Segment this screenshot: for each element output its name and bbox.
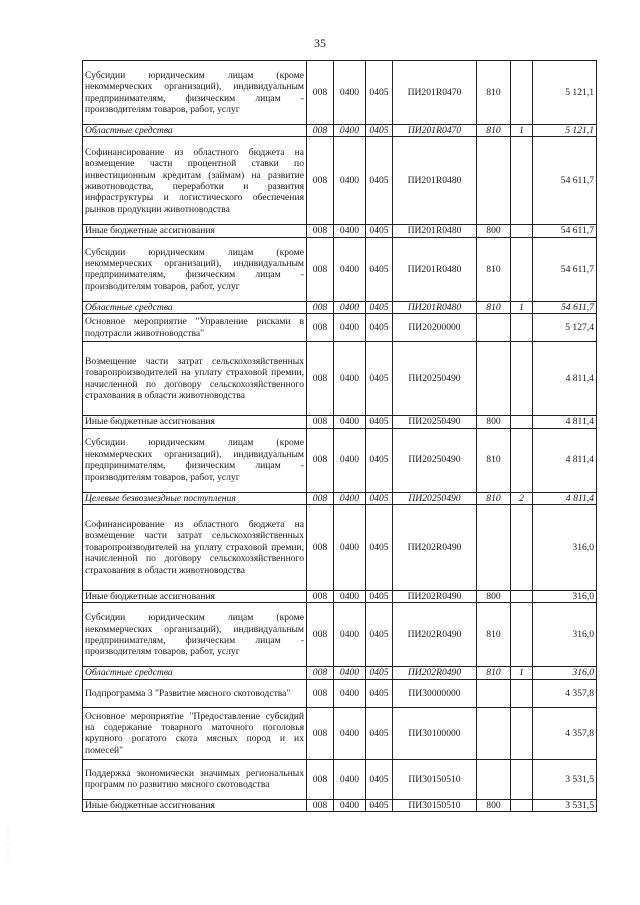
cell-subsection-code: 0405 <box>366 591 393 603</box>
table-row <box>83 679 597 707</box>
cell-expense-type: 800 <box>477 591 511 603</box>
table-row <box>83 667 597 679</box>
cell-target-article: ПИ201R0470 <box>393 125 477 137</box>
cell-funding-source <box>511 759 533 799</box>
cell-target-article: ПИ20250490 <box>393 492 477 504</box>
table-row <box>83 799 597 811</box>
cell-target-article: ПИ20200000 <box>393 314 477 342</box>
cell-funding-source <box>511 225 533 237</box>
cell-funding-source <box>511 428 533 492</box>
cell-section-code: 0400 <box>334 603 366 667</box>
cell-subsection-code: 0405 <box>366 125 393 137</box>
cell-target-article: ПИ201R0480 <box>393 137 477 225</box>
cell-expense-type: 810 <box>477 492 511 504</box>
cell-subsection-code: 0405 <box>366 61 393 125</box>
cell-amount: 54 611,7 <box>533 225 597 237</box>
cell-amount: 4 811,4 <box>533 428 597 492</box>
cell-section-code: 0400 <box>334 759 366 799</box>
cell-name: Иные бюджетные ассигнования <box>83 591 307 603</box>
cell-target-article: ПИ201R0480 <box>393 237 477 301</box>
cell-funding-source <box>511 679 533 707</box>
cell-amount: 54 611,7 <box>533 137 597 225</box>
cell-target-article: ПИ202R0490 <box>393 667 477 679</box>
cell-section-code: 0400 <box>334 679 366 707</box>
cell-amount: 316,0 <box>533 591 597 603</box>
cell-expense-type <box>477 679 511 707</box>
cell-section-code: 0400 <box>334 125 366 137</box>
cell-subsection-code: 0405 <box>366 603 393 667</box>
table-row <box>83 137 597 225</box>
cell-section-code: 0400 <box>334 505 366 591</box>
table-row <box>83 603 597 667</box>
cell-amount: 316,0 <box>533 667 597 679</box>
table-row <box>83 301 597 313</box>
cell-target-article: ПИ20250490 <box>393 428 477 492</box>
cell-ministry-code: 008 <box>307 603 334 667</box>
cell-subsection-code: 0405 <box>366 301 393 313</box>
cell-subsection-code: 0405 <box>366 416 393 428</box>
table-row <box>83 428 597 492</box>
cell-ministry-code: 008 <box>307 137 334 225</box>
cell-funding-source <box>511 416 533 428</box>
cell-funding-source: 1 <box>511 125 533 137</box>
cell-expense-type: 800 <box>477 799 511 811</box>
cell-subsection-code: 0405 <box>366 237 393 301</box>
cell-expense-type <box>477 314 511 342</box>
cell-ministry-code: 008 <box>307 492 334 504</box>
cell-amount: 316,0 <box>533 603 597 667</box>
cell-target-article: ПИ202R0490 <box>393 505 477 591</box>
cell-ministry-code: 008 <box>307 225 334 237</box>
cell-amount: 54 611,7 <box>533 301 597 313</box>
cell-target-article: ПИ201R0480 <box>393 301 477 313</box>
cell-ministry-code: 008 <box>307 342 334 416</box>
cell-expense-type: 810 <box>477 428 511 492</box>
cell-name: Субсидии юридическим лицам (кроме некоммерческих организаций), индивидуальным предпринимателям, физическим лицам - производителям товаров, работ, услуг <box>83 237 307 301</box>
cell-subsection-code: 0405 <box>366 314 393 342</box>
cell-ministry-code: 008 <box>307 799 334 811</box>
cell-subsection-code: 0405 <box>366 759 393 799</box>
cell-subsection-code: 0405 <box>366 137 393 225</box>
cell-funding-source <box>511 505 533 591</box>
cell-ministry-code: 008 <box>307 679 334 707</box>
cell-target-article: ПИ30150510 <box>393 759 477 799</box>
cell-funding-source: 1 <box>511 667 533 679</box>
cell-section-code: 0400 <box>334 342 366 416</box>
cell-name: Областные средства <box>83 125 307 137</box>
cell-amount: 54 611,7 <box>533 237 597 301</box>
cell-ministry-code: 008 <box>307 125 334 137</box>
cell-section-code: 0400 <box>334 61 366 125</box>
table-row <box>83 314 597 342</box>
table-row <box>83 505 597 591</box>
cell-funding-source <box>511 342 533 416</box>
cell-section-code: 0400 <box>334 707 366 759</box>
page-number: 35 <box>314 36 326 50</box>
cell-subsection-code: 0405 <box>366 342 393 416</box>
cell-expense-type: 810 <box>477 301 511 313</box>
cell-name: Софинансирование из областного бюджета на возмещение части затрат сельскохозяйственных товаропроизводителей на уплату страховой премии, начисленной по договору сельскохозяйственного страхования в области животноводства <box>83 505 307 591</box>
cell-name: Поддержка экономически значимых региональных программ по развитию мясного скотоводства <box>83 759 307 799</box>
cell-name: Основное мероприятие "Управление рисками в подотрасли животноводства" <box>83 314 307 342</box>
cell-amount: 5 121,1 <box>533 61 597 125</box>
cell-amount: 5 127,4 <box>533 314 597 342</box>
cell-subsection-code: 0405 <box>366 225 393 237</box>
table-row <box>83 61 597 125</box>
cell-name: Целевые безвозмездные поступления <box>83 492 307 504</box>
cell-ministry-code: 008 <box>307 505 334 591</box>
cell-funding-source <box>511 61 533 125</box>
cell-target-article: ПИ201R0470 <box>393 61 477 125</box>
cell-section-code: 0400 <box>334 492 366 504</box>
cell-target-article: ПИ30150510 <box>393 799 477 811</box>
cell-amount: 3 531,5 <box>533 759 597 799</box>
cell-section-code: 0400 <box>334 591 366 603</box>
cell-expense-type: 810 <box>477 237 511 301</box>
cell-ministry-code: 008 <box>307 61 334 125</box>
cell-target-article: ПИ202R0490 <box>393 603 477 667</box>
table-row <box>83 225 597 237</box>
cell-name: Субсидии юридическим лицам (кроме некоммерческих организаций), индивидуальным предпринимателям, физическим лицам - производителям товаров, работ, услуг <box>83 603 307 667</box>
table-row <box>83 125 597 137</box>
cell-expense-type <box>477 707 511 759</box>
cell-expense-type <box>477 342 511 416</box>
cell-target-article: ПИ201R0480 <box>393 225 477 237</box>
cell-funding-source <box>511 314 533 342</box>
table-row <box>83 759 597 799</box>
cell-name: Областные средства <box>83 667 307 679</box>
cell-section-code: 0400 <box>334 799 366 811</box>
table-body <box>83 61 597 812</box>
table-row <box>83 492 597 504</box>
cell-ministry-code: 008 <box>307 237 334 301</box>
cell-funding-source <box>511 707 533 759</box>
cell-target-article: ПИ30100000 <box>393 707 477 759</box>
cell-amount: 3 531,5 <box>533 799 597 811</box>
table-row <box>83 591 597 603</box>
cell-expense-type <box>477 137 511 225</box>
cell-amount: 5 121,1 <box>533 125 597 137</box>
cell-ministry-code: 008 <box>307 301 334 313</box>
table-row <box>83 707 597 759</box>
cell-funding-source <box>511 237 533 301</box>
cell-target-article: ПИ202R0490 <box>393 591 477 603</box>
cell-section-code: 0400 <box>334 225 366 237</box>
cell-ministry-code: 008 <box>307 314 334 342</box>
cell-section-code: 0400 <box>334 237 366 301</box>
cell-name: Субсидии юридическим лицам (кроме некоммерческих организаций), индивидуальным предпринимателям, физическим лицам - производителям товаров, работ, услуг <box>83 61 307 125</box>
cell-name: Иные бюджетные ассигнования <box>83 416 307 428</box>
cell-name: Субсидии юридическим лицам (кроме некоммерческих организаций), индивидуальным предпринимателям, физическим лицам - производителям товаров, работ, услуг <box>83 428 307 492</box>
cell-subsection-code: 0405 <box>366 667 393 679</box>
cell-expense-type: 800 <box>477 225 511 237</box>
cell-ministry-code: 008 <box>307 428 334 492</box>
table-row <box>83 237 597 301</box>
cell-section-code: 0400 <box>334 428 366 492</box>
cell-name: Возмещение части затрат сельскохозяйственных товаропроизводителей на уплату страховой премии, начисленной по договору сельскохозяйственного страхования в области животноводства <box>83 342 307 416</box>
cell-target-article: ПИ30000000 <box>393 679 477 707</box>
cell-subsection-code: 0405 <box>366 428 393 492</box>
cell-name: Софинансирование из областного бюджета на возмещение части процентной ставки по инвестиционным кредитам (займам) на развитие животноводства, переработки и развития инфраструктуры и логистического обеспечения рынков продукции животноводства <box>83 137 307 225</box>
cell-amount: 4 357,8 <box>533 679 597 707</box>
cell-funding-source <box>511 799 533 811</box>
table-row <box>83 416 597 428</box>
cell-subsection-code: 0405 <box>366 707 393 759</box>
cell-section-code: 0400 <box>334 301 366 313</box>
cell-name: Иные бюджетные ассигнования <box>83 799 307 811</box>
cell-section-code: 0400 <box>334 416 366 428</box>
cell-amount: 4 811,4 <box>533 342 597 416</box>
cell-expense-type: 810 <box>477 603 511 667</box>
cell-subsection-code: 0405 <box>366 799 393 811</box>
cell-funding-source <box>511 603 533 667</box>
cell-ministry-code: 008 <box>307 667 334 679</box>
cell-section-code: 0400 <box>334 137 366 225</box>
cell-ministry-code: 008 <box>307 759 334 799</box>
cell-funding-source <box>511 137 533 225</box>
margin-dots: · · · · · <box>7 828 9 862</box>
cell-target-article: ПИ20250490 <box>393 342 477 416</box>
cell-subsection-code: 0405 <box>366 679 393 707</box>
cell-expense-type: 800 <box>477 416 511 428</box>
cell-name: Подпрограмма 3 "Развитие мясного скотоводства" <box>83 679 307 707</box>
cell-funding-source: 1 <box>511 301 533 313</box>
cell-amount: 4 357,8 <box>533 707 597 759</box>
cell-expense-type <box>477 759 511 799</box>
cell-name: Иные бюджетные ассигнования <box>83 225 307 237</box>
cell-ministry-code: 008 <box>307 416 334 428</box>
budget-table <box>82 60 597 812</box>
cell-section-code: 0400 <box>334 667 366 679</box>
cell-subsection-code: 0405 <box>366 492 393 504</box>
cell-expense-type: 810 <box>477 125 511 137</box>
cell-funding-source <box>511 591 533 603</box>
cell-funding-source: 2 <box>511 492 533 504</box>
table-row <box>83 342 597 416</box>
cell-ministry-code: 008 <box>307 591 334 603</box>
cell-target-article: ПИ20250490 <box>393 416 477 428</box>
cell-amount: 4 811,4 <box>533 416 597 428</box>
cell-amount: 4 811,4 <box>533 492 597 504</box>
cell-section-code: 0400 <box>334 314 366 342</box>
cell-ministry-code: 008 <box>307 707 334 759</box>
cell-name: Основное мероприятие "Предоставление субсидий на содержание товарного маточного поголовья крупного рогатого скота мясных пород и их помесей" <box>83 707 307 759</box>
cell-expense-type <box>477 505 511 591</box>
cell-name: Областные средства <box>83 301 307 313</box>
cell-expense-type: 810 <box>477 61 511 125</box>
cell-expense-type: 810 <box>477 667 511 679</box>
cell-subsection-code: 0405 <box>366 505 393 591</box>
cell-amount: 316,0 <box>533 505 597 591</box>
